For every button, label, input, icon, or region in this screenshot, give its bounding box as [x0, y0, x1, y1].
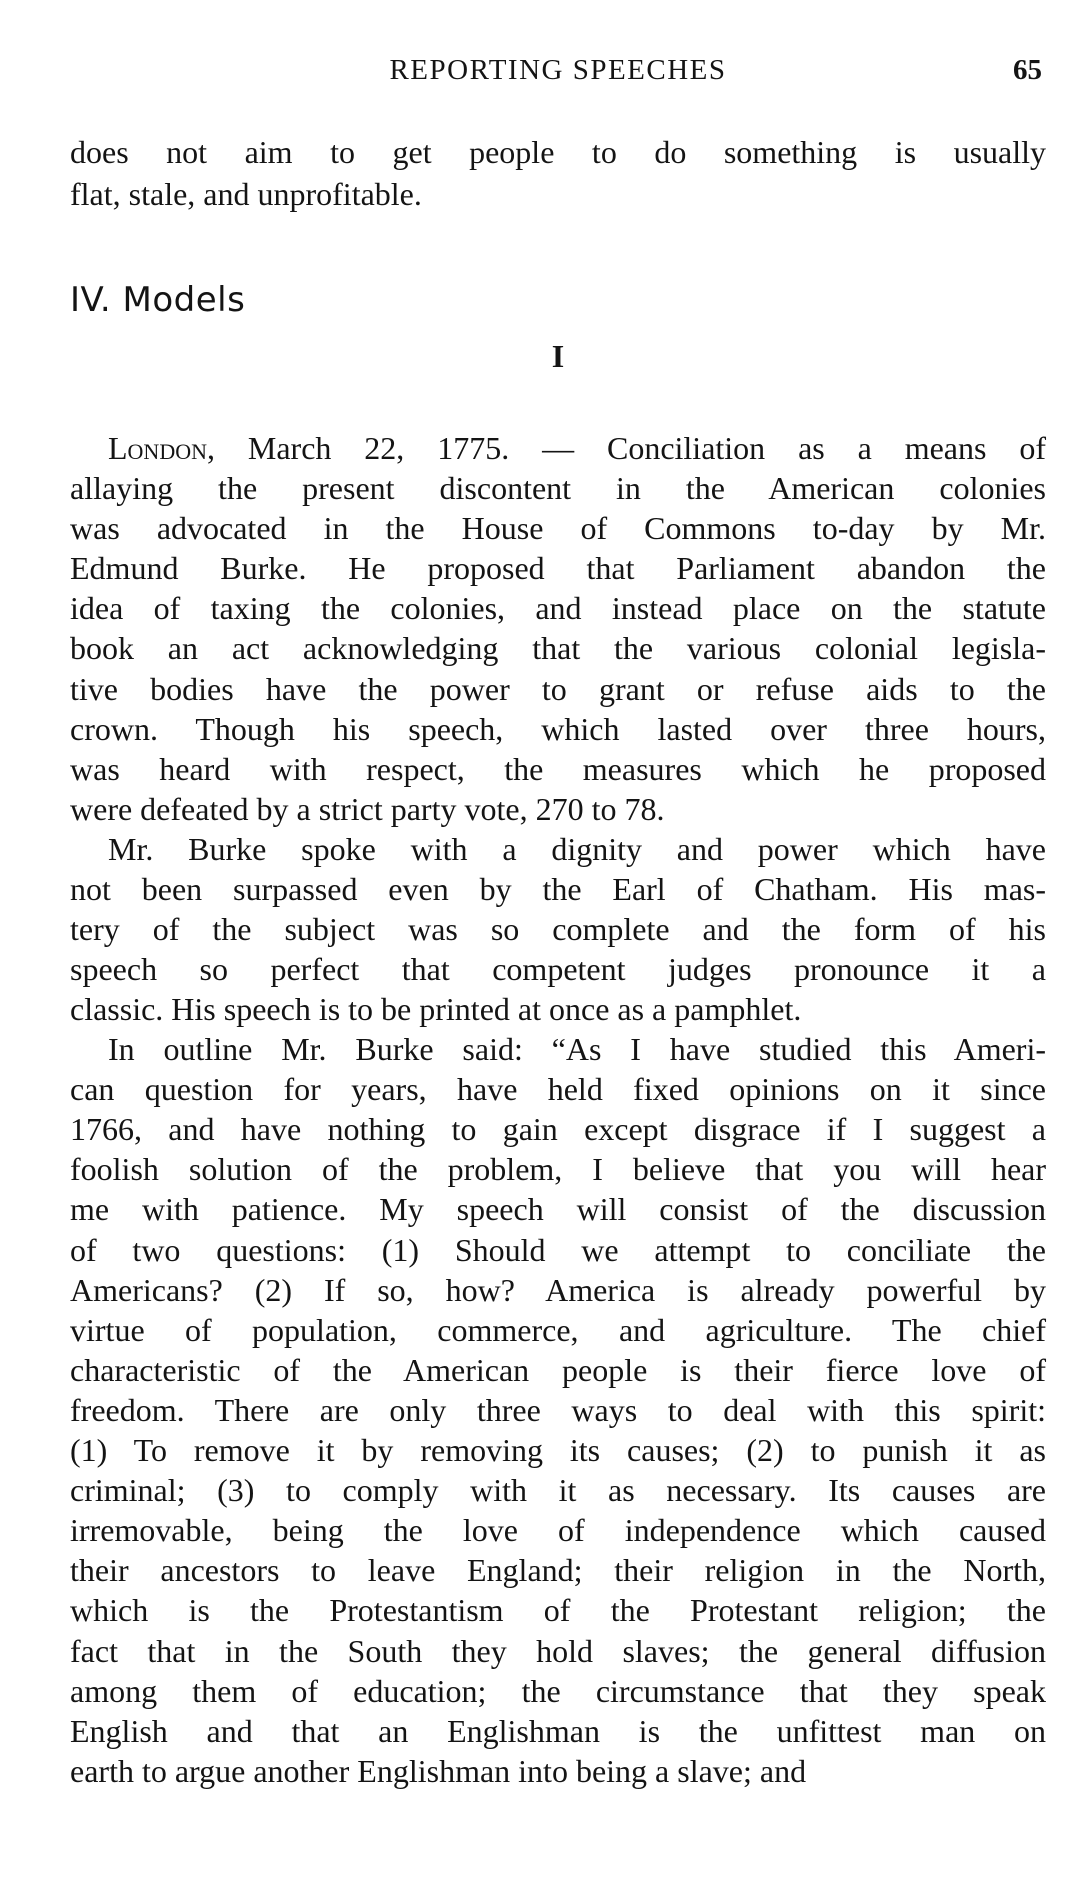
text-line: me with patience. My speech will consist of the discussion	[70, 1191, 1046, 1228]
text-line: among them of education; the circumstance that they speak	[70, 1672, 1046, 1709]
text-line: foolish solution of the problem, I believe that you will hear	[70, 1151, 1046, 1188]
text-line: was advocated in the House of Commons to-day by Mr.	[70, 510, 1046, 547]
text-line: allaying the present discontent in the American colonies	[70, 470, 1046, 506]
text-line: criminal; (3) to comply with it as necessary. Its causes are	[70, 1472, 1046, 1509]
text-line: not been surpassed even by the Earl of Chatham. His mas-	[70, 871, 1046, 908]
dateline-line	[108, 428, 1046, 468]
text-line: which is the Protestantism of the Protestant religion; the	[70, 1592, 1046, 1629]
text-line: were defeated by a strict party vote, 270 to 78.	[70, 790, 665, 827]
text-line: does not aim to get people to do something is usually	[70, 134, 1046, 170]
text-line: In outline Mr. Burke said: “As I have studied this Ameri-	[108, 1031, 1046, 1067]
text-line: classic. His speech is to be printed at once as a pamphlet.	[70, 991, 802, 1028]
text-line: fact that in the South they hold slaves; the general diffusion	[70, 1632, 1046, 1669]
text-line: Edmund Burke. He proposed that Parliament abandon the	[70, 550, 1046, 587]
text-line: freedom. There are only three ways to deal with this spirit:	[70, 1391, 1046, 1428]
text-line: crown. Though his speech, which lasted over three hours,	[70, 710, 1046, 747]
text-line: their ancestors to leave England; their religion in the North,	[70, 1552, 1046, 1589]
text-line: virtue of population, commerce, and agriculture. The chief	[70, 1311, 1046, 1348]
text-line: can question for years, have held fixed opinions on it since	[70, 1071, 1046, 1108]
text-line: (1) To remove it by removing its causes; (2) to punish it as	[70, 1432, 1046, 1468]
text-line: Americans? (2) If so, how? America is already powerful by	[70, 1271, 1046, 1308]
running-title: REPORTING SPEECHES	[389, 54, 727, 86]
running-head	[70, 54, 1046, 94]
section-heading: IV. Models	[70, 280, 246, 320]
text-line: tery of the subject was so complete and the form of his	[70, 911, 1046, 948]
dateline-rest: , March 22, 1775. — Conciliation as a means of	[207, 430, 1046, 466]
model-numeral: I	[551, 338, 565, 374]
text-line: Mr. Burke spoke with a dignity and power which have	[108, 831, 1046, 867]
text-line: of two questions: (1) Should we attempt to conciliate the	[70, 1231, 1046, 1268]
text-line: speech so perfect that competent judges pronounce it a	[70, 951, 1046, 988]
text-line: idea of taxing the colonies, and instead place on the statute	[70, 590, 1046, 627]
dateline-place: London	[108, 430, 207, 466]
text-line: irremovable, being the love of independence which caused	[70, 1512, 1046, 1549]
text-line: earth to argue another Englishman into being a slave; and	[70, 1752, 807, 1789]
text-line: was heard with respect, the measures which he proposed	[70, 750, 1046, 787]
text-line: book an act acknowledging that the various colonial legisla-	[70, 630, 1046, 667]
page-number: 65	[1013, 54, 1042, 86]
text-line: English and that an Englishman is the unfittest man on	[70, 1712, 1046, 1749]
text-line: flat, stale, and unprofitable.	[70, 176, 422, 212]
text-line: tive bodies have the power to grant or refuse aids to the	[70, 670, 1046, 707]
text-line: 1766, and have nothing to gain except disgrace if I suggest a	[70, 1111, 1046, 1148]
text-line: characteristic of the American people is their fierce love of	[70, 1351, 1046, 1388]
